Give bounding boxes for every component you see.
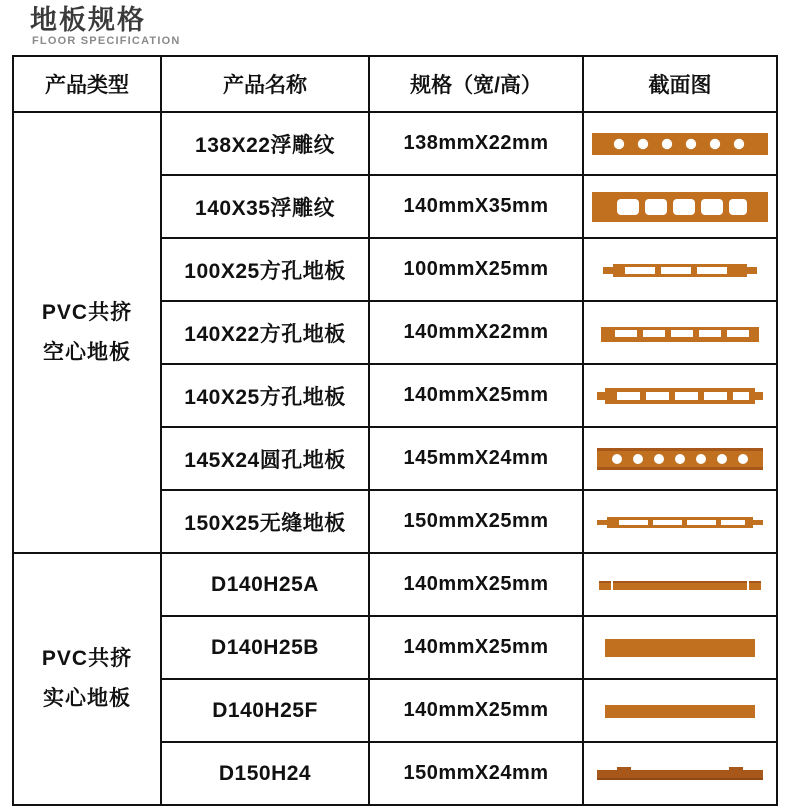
profile-cell (583, 301, 777, 364)
product-spec: 140mmX22mm (369, 301, 583, 364)
product-spec: 140mmX25mm (369, 616, 583, 679)
profile-solid-plain-thick-icon (584, 617, 776, 678)
group-label-solid (13, 553, 161, 805)
product-name: 150X25无缝地板 (161, 490, 369, 553)
column-header-spec: 规格（宽/高） (369, 56, 583, 112)
profile-square-holes-5-icon (584, 302, 776, 363)
profile-cell (583, 679, 777, 742)
column-header-name: 产品名称 (161, 56, 369, 112)
profile-cell (583, 490, 777, 553)
group-label-line1: PVC共挤 (41, 300, 133, 324)
product-name: D140H25F (161, 679, 369, 742)
profile-cell (583, 112, 777, 175)
profile-cell (583, 427, 777, 490)
product-name: D150H24 (161, 742, 369, 805)
profile-cell (583, 238, 777, 301)
profile-square-holes-3-narrow-icon (584, 239, 776, 300)
product-spec: 140mmX25mm (369, 679, 583, 742)
profile-seamless-square-holes-4-icon (584, 491, 776, 552)
table-row (13, 553, 777, 616)
page-title: 地板规格 (30, 5, 146, 35)
product-name: 140X22方孔地板 (161, 301, 369, 364)
product-name: 140X35浮雕纹 (161, 175, 369, 238)
profile-cell (583, 553, 777, 616)
profile-cell (583, 175, 777, 238)
product-spec: 140mmX35mm (369, 175, 583, 238)
profile-cell (583, 364, 777, 427)
profile-solid-notched-dark-icon (584, 743, 776, 804)
profile-solid-plain-medium-icon (584, 680, 776, 741)
group-label-line2: 实心地板 (43, 687, 131, 711)
product-spec: 150mmX25mm (369, 490, 583, 553)
specification-table (12, 55, 778, 806)
product-spec: 140mmX25mm (369, 553, 583, 616)
product-name: D140H25A (161, 553, 369, 616)
product-name: 140X25方孔地板 (161, 364, 369, 427)
page-header (0, 0, 790, 49)
group-label-line2: 空心地板 (43, 340, 131, 364)
profile-round-holes-7-ribbed-icon (584, 428, 776, 489)
profile-cell (583, 616, 777, 679)
product-name: 100X25方孔地板 (161, 238, 369, 301)
table-header-row (13, 56, 777, 112)
column-header-profile: 截面图 (583, 56, 777, 112)
product-name: 138X22浮雕纹 (161, 112, 369, 175)
page-subtitle: FLOOR SPECIFICATION (32, 35, 181, 48)
product-name: 145X24圆孔地板 (161, 427, 369, 490)
product-spec: 138mmX22mm (369, 112, 583, 175)
product-spec: 150mmX24mm (369, 742, 583, 805)
profile-square-holes-5-tall-icon (584, 365, 776, 426)
profile-cell (583, 742, 777, 805)
profile-hollow-tall-rect-holes-5-icon (584, 176, 776, 237)
product-spec: 100mmX25mm (369, 238, 583, 301)
column-header-type: 产品类型 (13, 56, 161, 112)
profile-solid-grooved-thin-icon (584, 554, 776, 615)
table-row (13, 112, 777, 175)
profile-hollow-round-holes-6-icon (584, 113, 776, 174)
product-spec: 145mmX24mm (369, 427, 583, 490)
product-name: D140H25B (161, 616, 369, 679)
product-spec: 140mmX25mm (369, 364, 583, 427)
group-label-line1: PVC共挤 (41, 647, 133, 671)
group-label-hollow (13, 112, 161, 553)
